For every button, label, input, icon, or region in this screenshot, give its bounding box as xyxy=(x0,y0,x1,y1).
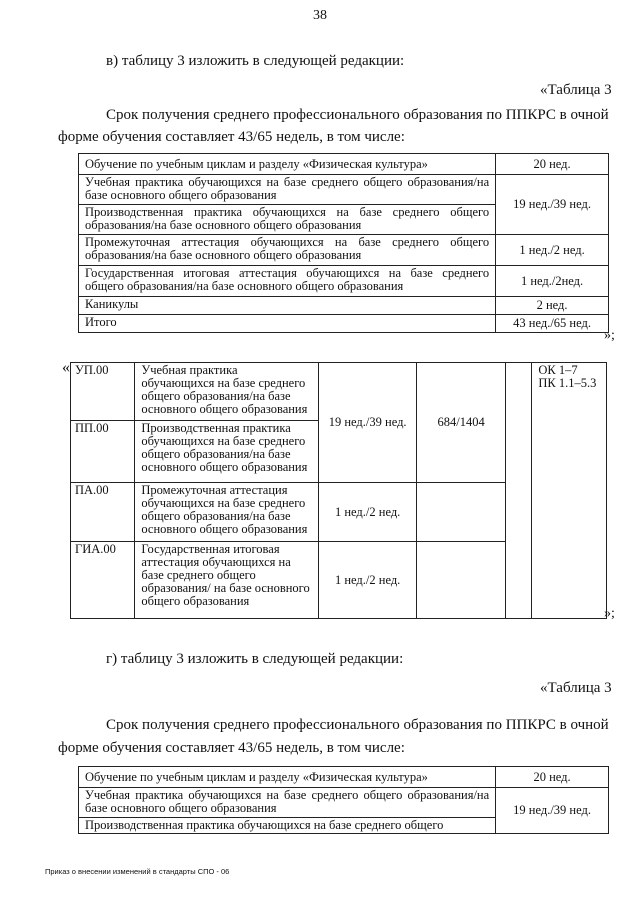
competence-line: ОК 1–7 xyxy=(538,363,578,377)
table-cell: 1 нед./2 нед. xyxy=(319,483,417,542)
table-cell: 20 нед. xyxy=(496,767,609,788)
table-cell: ГИА.00 xyxy=(71,542,135,619)
table-cell: Учебная практика обучающихся на базе среднего общего образования/на базе основного общего образования xyxy=(79,788,496,818)
practice-table xyxy=(70,362,607,619)
table-cell xyxy=(417,483,506,542)
table-cell: Производственная практика обучающихся на базе среднего общего xyxy=(79,818,496,834)
table-cell xyxy=(532,363,607,619)
table-cell: 2 нед. xyxy=(496,297,609,315)
table-row xyxy=(79,297,609,315)
table-cell: Каникулы xyxy=(79,297,496,315)
table-cell: Учебная практика обучающихся на базе среднего общего образования/на базе основного общего образования xyxy=(79,175,496,205)
table-row xyxy=(79,175,609,205)
table-cell: ПА.00 xyxy=(71,483,135,542)
section-g-paragraph-line1: Срок получения среднего профессионального образования по ППКРС в очной xyxy=(106,717,609,733)
competence-line: ПК 1.1–5.3 xyxy=(538,376,597,390)
table-row xyxy=(71,363,607,421)
page-number: 38 xyxy=(313,8,327,23)
section-g-intro: г) таблицу 3 изложить в следующей редакции: xyxy=(106,651,404,667)
open-quote: « xyxy=(62,359,70,376)
table-cell: 43 нед./65 нед. xyxy=(496,315,609,333)
section-g-table-label: «Таблица 3 xyxy=(540,680,612,696)
table-row xyxy=(79,788,609,818)
footer-text: Приказ о внесении изменений в стандарты СПО - 06 xyxy=(45,867,230,876)
table-cell: 20 нед. xyxy=(496,154,609,175)
table-row xyxy=(79,315,609,333)
section-v-intro: в) таблицу 3 изложить в следующей редакции: xyxy=(106,53,405,69)
section-g-paragraph-line2: форме обучения составляет 43/65 недель, в том числе: xyxy=(58,740,405,756)
table-cell: 19 нед./39 нед. xyxy=(496,788,609,834)
section-v-paragraph-line2: форме обучения составляет 43/65 недель, в том числе: xyxy=(58,129,405,145)
table-cell: 1 нед./2 нед. xyxy=(496,235,609,266)
table-row xyxy=(79,266,609,297)
table-cell: Обучение по учебным циклам и разделу «Физическая культура» xyxy=(79,767,496,788)
close-quote: »; xyxy=(604,328,615,343)
table-cell: Государственная итоговая аттестация обучающихся на базе среднего общего образования/на базе основного общего образования xyxy=(79,266,496,297)
table-cell: 19 нед./39 нед. xyxy=(496,175,609,235)
duration-table-v xyxy=(78,153,609,333)
table-cell: Промежуточная аттестация обучающихся на базе среднего общего образования/на базе основного общего образования xyxy=(79,235,496,266)
table-cell xyxy=(417,542,506,619)
section-v-paragraph-line1: Срок получения среднего профессионального образования по ППКРС в очной xyxy=(106,107,609,123)
duration-table-g xyxy=(78,766,609,834)
table-cell: Обучение по учебным циклам и разделу «Физическая культура» xyxy=(79,154,496,175)
table-cell: Производственная практика обучающихся на базе среднего общего образования/на базе основного общего образования xyxy=(79,205,496,235)
table-row xyxy=(79,154,609,175)
section-v-table-label: «Таблица 3 xyxy=(540,82,612,98)
table-cell: Учебная практика обучающихся на базе среднего общего образования/на базе основного общего образования xyxy=(135,363,319,421)
close-quote: »; xyxy=(604,606,615,621)
table-cell: Итого xyxy=(79,315,496,333)
table-row xyxy=(79,767,609,788)
table-row xyxy=(79,235,609,266)
table-cell xyxy=(506,363,532,619)
table-cell: 1 нед./2 нед. xyxy=(319,542,417,619)
table-cell: 1 нед./2нед. xyxy=(496,266,609,297)
table-cell: Промежуточная аттестация обучающихся на базе среднего общего образования/на базе основного общего образования xyxy=(135,483,319,542)
table-cell: УП.00 xyxy=(71,363,135,421)
table-cell: Государственная итоговая аттестация обучающихся на базе среднего общего образования/ на базе основного общего образования xyxy=(135,542,319,619)
table-cell: Производственная практика обучающихся на базе среднего общего образования/на базе основного общего образования xyxy=(135,421,319,483)
table-cell: ПП.00 xyxy=(71,421,135,483)
table-cell: 19 нед./39 нед. xyxy=(319,363,417,483)
table-cell: 684/1404 xyxy=(417,363,506,483)
